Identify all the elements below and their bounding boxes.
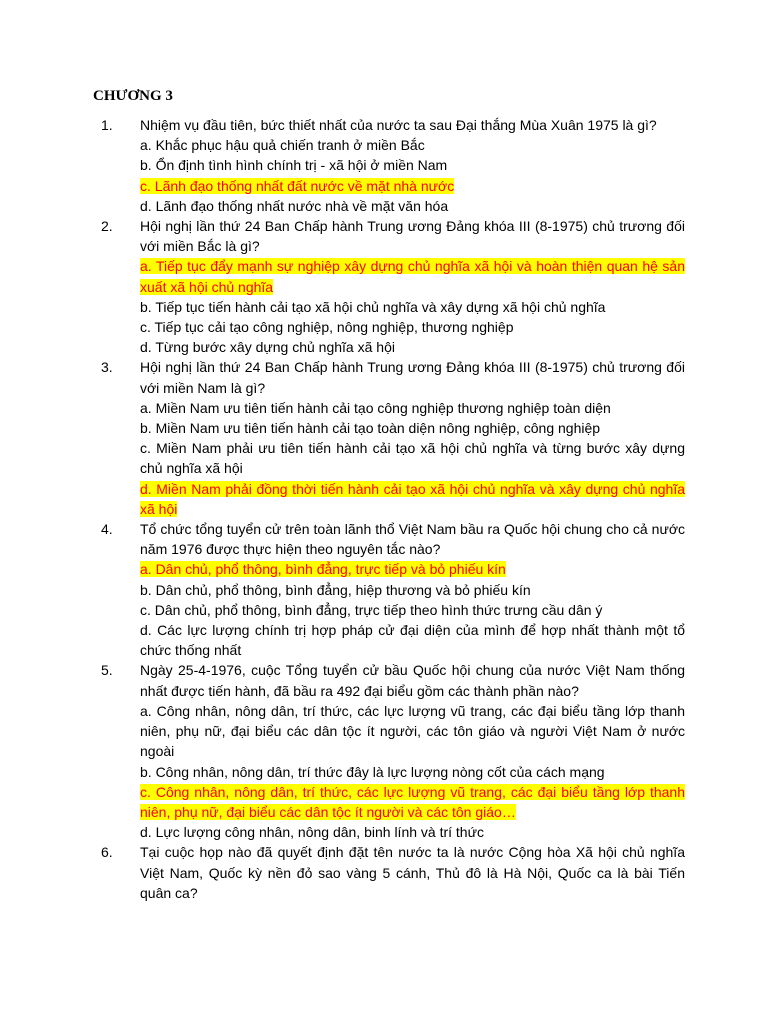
answer-option [140,297,685,317]
question-number: 5. [101,662,113,679]
question-body [140,357,685,519]
question-number: 4. [101,521,113,538]
question-text: Hội nghị lần thứ 24 Ban Chấp hành Trung ương Đảng khóa III (8-1975) chủ trương đối với miền Nam là gì? [140,359,685,396]
answer-option [140,580,685,600]
answer-option-text: a. Tiếp tục đẩy mạnh sự nghiệp xây dựng chủ nghĩa xã hội và hoàn thiện quan hệ sản xuất xã hội chủ nghĩa [140,258,685,295]
answer-option [140,822,685,842]
answer-option-text: d. Miền Nam phải đồng thời tiến hành cải tạo xã hội chủ nghĩa và xây dựng chủ nghĩa xã hội [140,480,685,517]
answer-option [140,762,685,782]
answer-option-text: b. Ổn định tình hình chính trị - xã hội ở miền Nam [140,157,448,174]
answer-option-text: d. Lãnh đạo thống nhất nước nhà về mặt văn hóa [140,197,449,214]
question-body [140,519,685,660]
answer-option-text: b. Tiếp tục tiến hành cải tạo xã hội chủ nghĩa và xây dựng xã hội chủ nghĩa [140,298,606,315]
question-item [93,357,685,519]
answer-option-text: d. Từng bước xây dựng chủ nghĩa xã hội [140,339,395,356]
answer-option-text: c. Tiếp tục cải tạo công nghiệp, nông nghiệp, thương nghiệp [140,319,514,336]
answer-option-text: a. Dân chủ, phổ thông, bình đẳng, trực tiếp và bỏ phiếu kín [140,561,506,578]
question-item [93,216,685,357]
question-body [140,660,685,842]
answer-option-correct [140,782,685,822]
answer-option [140,620,685,660]
answer-option-correct [140,256,685,296]
answer-option-text: a. Miền Nam ưu tiên tiến hành cải tạo công nghiệp thương nghiệp toàn diện [140,399,611,416]
question-body [140,115,685,216]
question-item [93,519,685,660]
answer-option-text: d. Lực lượng công nhân, nông dân, binh lính và trí thức [140,824,484,841]
question-text: Tại cuộc họp nào đã quyết định đặt tên nước ta là nước Cộng hòa Xã hội chủ nghĩa Việt Nam, Quốc kỳ nền đỏ sao vàng 5 cánh, Thủ đô là Hà Nội, Quốc ca là bài Tiến quân ca? [140,844,685,901]
answer-option-correct [140,559,685,579]
answer-option-text: c. Dân chủ, phổ thông, bình đẳng, trực tiếp theo hình thức trưng cầu dân ý [140,601,603,618]
chapter-title: CHƯƠNG 3 [93,88,173,104]
answer-option-text: a. Công nhân, nông dân, trí thức, các lực lượng vũ trang, các đại biểu tầng lớp thanh niên, phụ nữ, đại biểu các dân tộc ít người, các tôn giáo và người Việt Nam ở nước ngoài [140,702,685,760]
answer-option-text: d. Các lực lượng chính trị hợp pháp cử đại diện của mình để hợp nhất thành một tổ chức thống nhất [140,622,685,659]
answer-option-text: c. Lãnh đạo thống nhất đất nước về mặt nhà nước [140,177,455,194]
answer-option [140,337,685,357]
question-number: 3. [101,359,113,376]
answer-option [140,701,685,762]
answer-option [140,155,685,175]
answer-option-correct [140,176,685,196]
question-text: Ngày 25-4-1976, cuộc Tổng tuyển cử bầu Quốc hội chung của nước Việt Nam thống nhất được tiến hành, đã bầu ra 492 đại biểu gồm các thành phần nào? [140,662,685,699]
answer-option-correct [140,479,685,519]
question-body [140,842,685,903]
answer-option-text: c. Công nhân, nông dân, trí thức, các lực lượng vũ trang, các đại biểu tầng lớp thanh niên, phụ nữ, đại biểu các dân tộc ít người và các tôn giáo… [140,783,685,820]
question-text: Hội nghị lần thứ 24 Ban Chấp hành Trung ương Đảng khóa III (8-1975) chủ trương đối với miền Bắc là gì? [140,218,685,255]
answer-option [140,600,685,620]
answer-option-text: b. Miền Nam ưu tiên tiến hành cải tạo toàn diện nông nghiệp, công nghiệp [140,420,601,437]
question-number: 2. [101,218,113,235]
question-list [93,115,685,903]
question-body [140,216,685,357]
answer-option-text: c. Miền Nam phải ưu tiên tiến hành cải tạo xã hội chủ nghĩa và từng bước xây dựng chủ nghĩa xã hội [140,440,685,477]
question-item [93,842,685,903]
answer-option-text: b. Công nhân, nông dân, trí thức đây là lực lượng nòng cốt của cách mạng [140,763,605,780]
answer-option [140,135,685,155]
answer-option [140,438,685,478]
answer-option [140,418,685,438]
question-number: 1. [101,117,113,133]
answer-option [140,196,685,216]
question-item [93,115,685,216]
answer-option-text: b. Dân chủ, phổ thông, bình đẳng, hiệp thương và bỏ phiếu kín [140,581,531,598]
question-text: Tổ chức tổng tuyển cử trên toàn lãnh thổ Việt Nam bầu ra Quốc hội chung cho cả nước năm 1976 được thực hiện theo nguyên tắc nào? [140,521,685,558]
question-item [93,660,685,842]
answer-option [140,398,685,418]
answer-option-text: a. Khắc phục hậu quả chiến tranh ở miền Bắc [140,137,425,154]
question-number: 6. [101,844,113,861]
question-text: Nhiệm vụ đầu tiên, bức thiết nhất của nước ta sau Đại thắng Mùa Xuân 1975 là gì? [140,117,657,133]
answer-option [140,317,685,337]
